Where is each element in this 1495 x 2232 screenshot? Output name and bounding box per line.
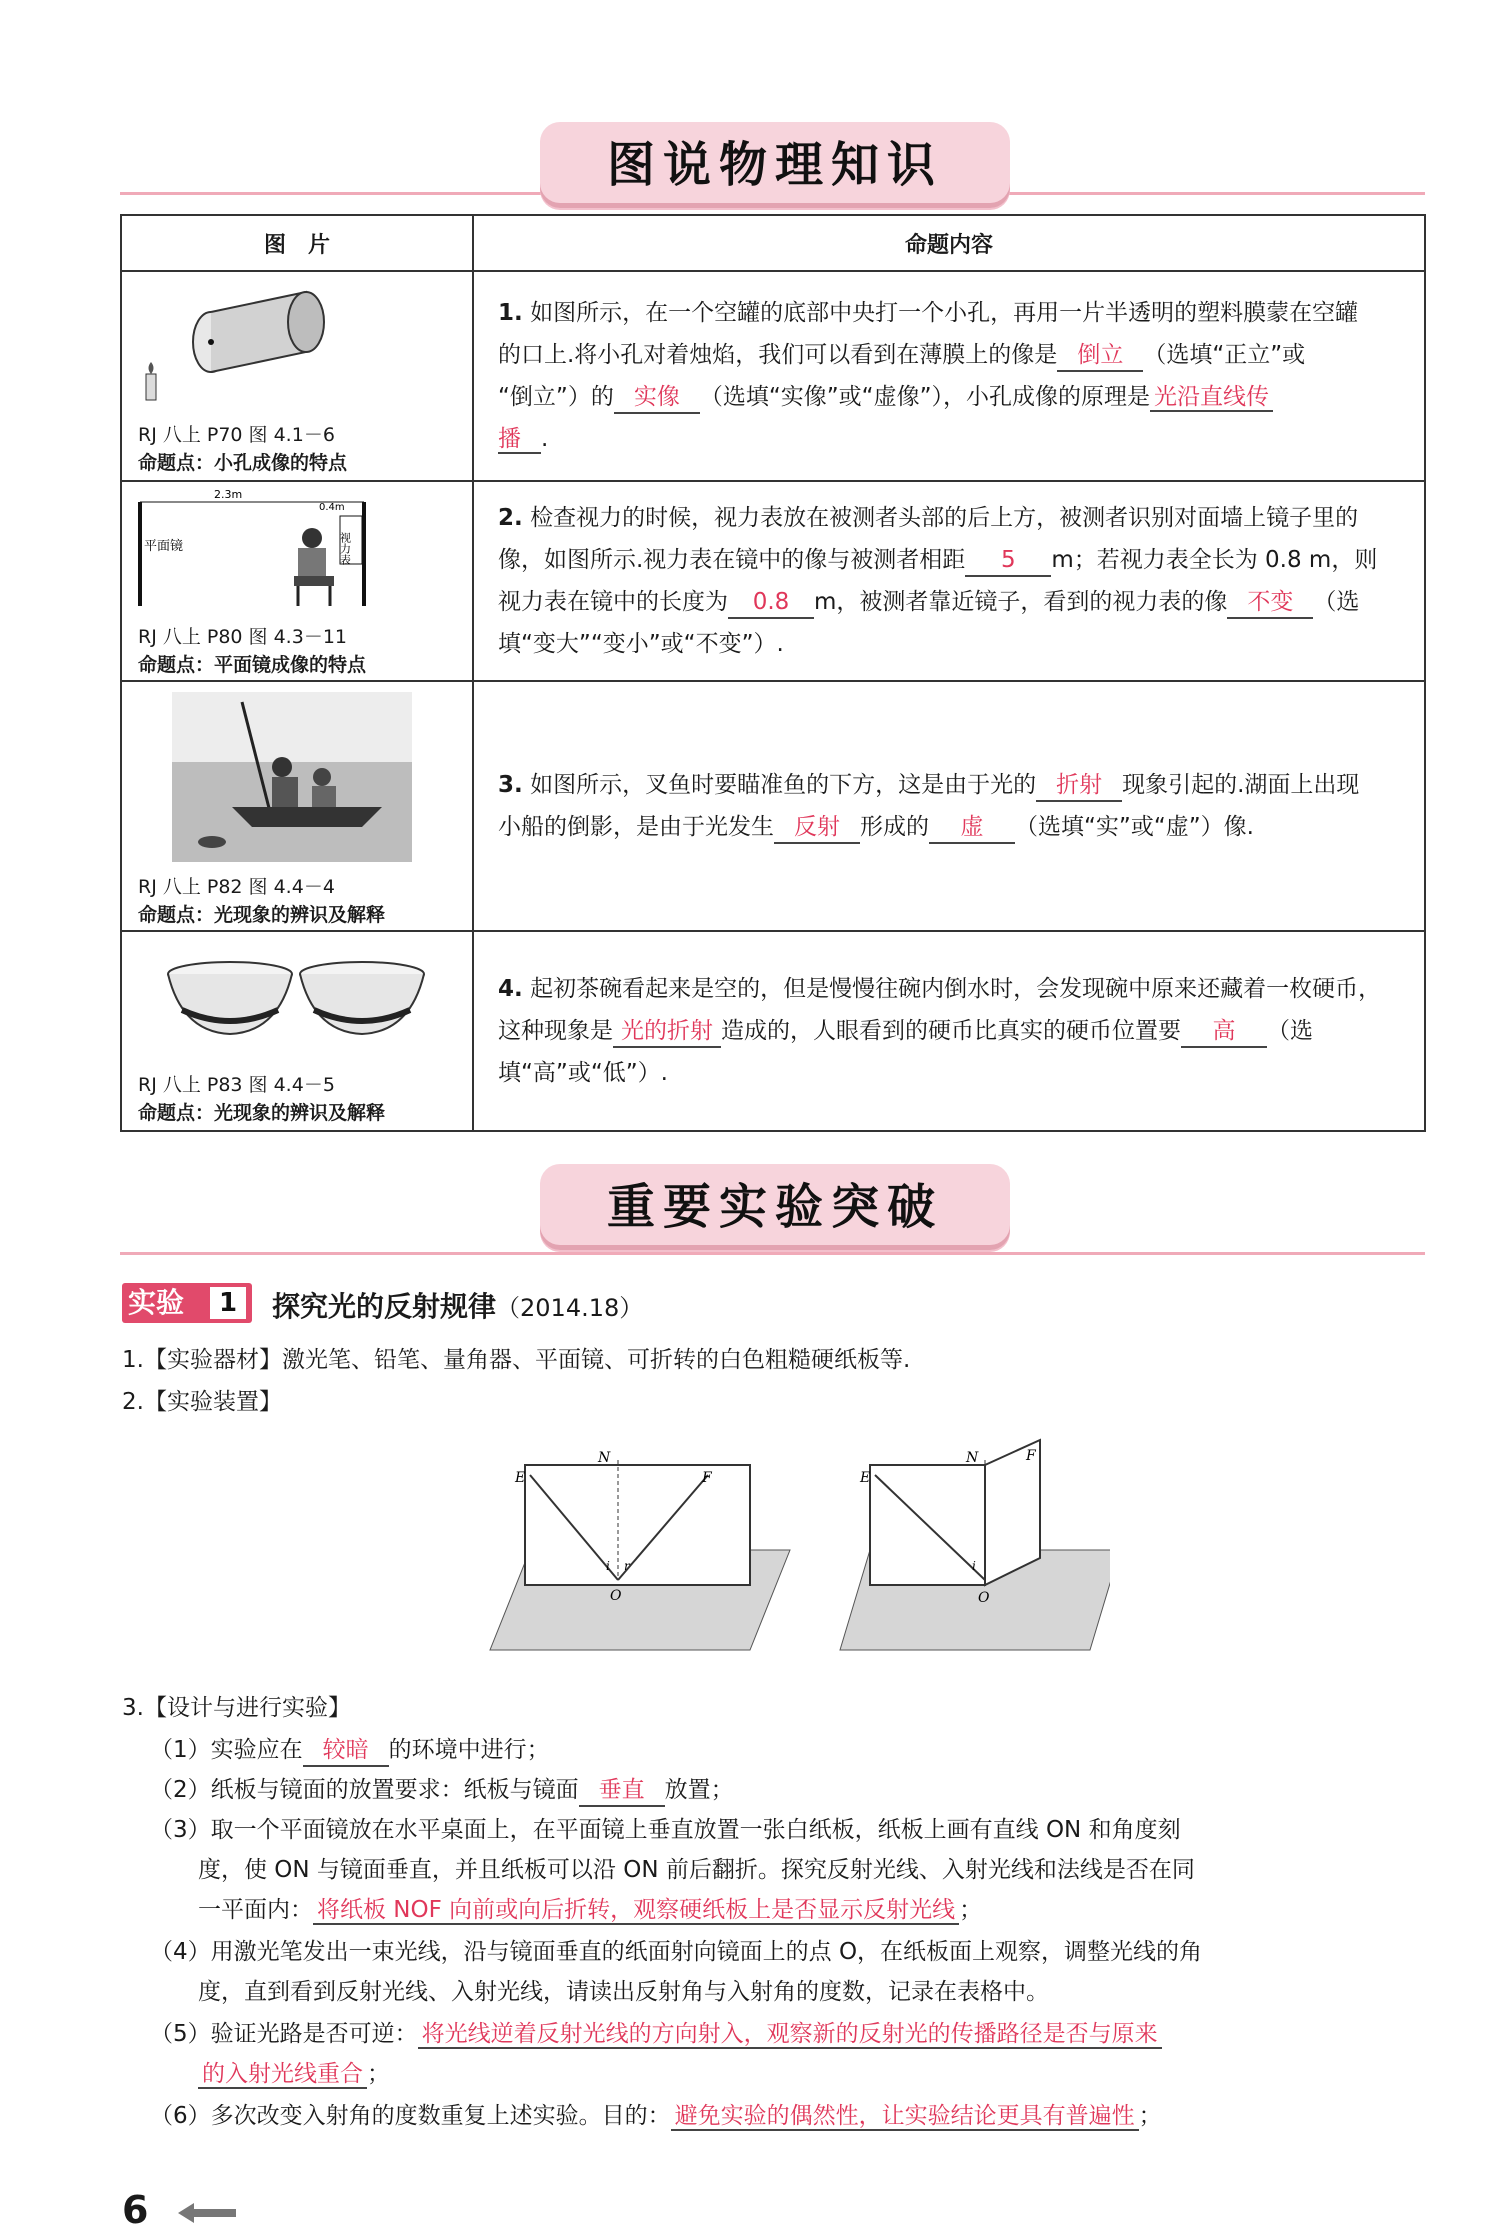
answer-blank: 实像	[614, 382, 700, 414]
experiment-tag: 实验	[122, 1283, 252, 1323]
table-row	[121, 271, 1425, 481]
answer-blank: 高	[1181, 1016, 1267, 1048]
step-5-line-1: （5）验证光路是否可逆： 将光线逆着反射光线的方向射入，观察新的反射光的传播路径是否与原来	[150, 2014, 1162, 2054]
answer-blank: 折射	[1036, 770, 1122, 802]
eye-test-figure	[134, 488, 464, 616]
back-arrow-icon	[178, 2201, 238, 2225]
col-header-content: 命题内容	[473, 215, 1425, 271]
distance-label: 2.3m	[214, 488, 243, 501]
page-number: 6	[122, 2188, 238, 2232]
section-title: 图说物理知识	[606, 137, 943, 193]
answer-blank: 倒立	[1057, 340, 1143, 372]
distance-label: 0.4m	[319, 502, 345, 513]
section-title-banner	[540, 122, 1010, 208]
answer-blank: 0.8	[728, 587, 814, 619]
mirror-label: 平面镜	[144, 539, 184, 554]
apparatus-figure	[470, 1420, 1110, 1670]
section-title-banner	[540, 1164, 1010, 1250]
experiment-title: 探究光的反射规律（2014.18）	[272, 1290, 644, 1323]
answer-blank: 避免实验的偶然性，让实验结论更具有普遍性	[671, 2103, 1139, 2131]
section-title: 重要实验突破	[606, 1179, 943, 1235]
answer-blank: 的入射光线重合	[198, 2061, 367, 2089]
step-4-line-2: 度，直到看到反射光线、入射光线，请读出反射角与入射角的度数，记录在表格中。	[198, 1979, 1049, 2005]
step-2: （2）纸板与镜面的放置要求：纸板与镜面 垂直 放置；	[150, 1770, 734, 1810]
answer-blank: 播	[498, 426, 541, 454]
answer-blank: 反射	[774, 812, 860, 844]
figure-point: 命题点：平面镜成像的特点	[138, 654, 367, 676]
question-2: 2. 检查视力的时候，视力表放在被测者头部的后上方，被测者识别对面墙上镜子里的 像，如图所示.视力表在镜中的像与被测者相距 5 m；若视力表全长为 0.8 m，则 视力表在镜中的长度为 0.8 m，被测者靠近镜子，看到的视力表的像 不变 （选 填“变大”“变小”或“不变”）.	[473, 481, 1425, 681]
tea-bowls-figure	[162, 952, 432, 1052]
label-f: F	[702, 1470, 712, 1486]
figure-point: 命题点：光现象的辨识及解释	[138, 1102, 386, 1124]
answer-blank: 光沿直线传	[1150, 384, 1273, 412]
question-3: 3. 如图所示，叉鱼时要瞄准鱼的下方，这是由于光的 折射 现象引起的.湖面上出现 小船的倒影，是由于光发生 反射 形成的 虚 （选填“实”或“虚”）像.	[473, 681, 1425, 931]
label-e: E	[860, 1470, 871, 1486]
table-row	[121, 931, 1425, 1131]
figure-point: 命题点：光现象的辨识及解释	[138, 904, 386, 926]
step-3-line-3: 一平面内： 将纸板 NOF 向前或向后折转，观察硬纸板上是否显示反射光线 ；	[198, 1897, 983, 1923]
step-6: （6）多次改变入射角的度数重复上述实验。目的： 避免实验的偶然性，让实验结论更具有普遍性 ；	[150, 2103, 1162, 2129]
label-f: F	[1026, 1448, 1036, 1464]
chart-label: 视力表	[338, 532, 352, 565]
answer-blank: 不变	[1227, 587, 1313, 619]
figure-cell	[121, 271, 473, 481]
table-row	[121, 481, 1425, 681]
label-n: N	[966, 1450, 979, 1466]
table-row	[121, 681, 1425, 931]
label-i: i	[606, 1559, 610, 1573]
step-3-line-1: （3）取一个平面镜放在水平桌面上，在平面镜上垂直放置一张白纸板，纸板上画有直线 ON 和角度刻	[150, 1817, 1181, 1843]
answer-blank: 将纸板 NOF 向前或向后折转，观察硬纸板上是否显示反射光线	[313, 1897, 959, 1925]
step-5-line-2: 的入射光线重合 ；	[198, 2054, 390, 2094]
experiment-number: 1	[210, 1287, 246, 1319]
label-r: r	[624, 1559, 630, 1573]
answer-blank: 虚	[929, 812, 1015, 844]
procedure-heading: 3.【设计与进行实验】	[122, 1695, 351, 1721]
answer-blank: 垂直	[579, 1775, 665, 1807]
figure-point: 命题点：小孔成像的特点	[138, 452, 348, 474]
label-n: N	[598, 1450, 611, 1466]
label-e: E	[515, 1470, 526, 1486]
fishing-boat-figure	[172, 692, 412, 862]
step-1: （1）实验应在 较暗 的环境中进行；	[150, 1730, 550, 1770]
label-o: O	[978, 1590, 990, 1606]
col-header-image: 图 片	[121, 215, 473, 271]
can-candle-figure	[136, 282, 436, 402]
figure-ref: RJ 八上 P70 图 4.1－6	[138, 424, 335, 446]
figure-ref: RJ 八上 P83 图 4.4－5	[138, 1074, 335, 1096]
knowledge-table	[120, 214, 1426, 1132]
step-4-line-1: （4）用激光笔发出一束光线，沿与镜面垂直的纸面射向镜面上的点 O，在纸板面上观察，调整光线的角	[150, 1939, 1203, 1965]
figure-ref: RJ 八上 P80 图 4.3－11	[138, 626, 347, 648]
materials-line: 1.【实验器材】激光笔、铅笔、量角器、平面镜、可折转的白色粗糙硬纸板等.	[122, 1347, 911, 1373]
figure-ref: RJ 八上 P82 图 4.4－4	[138, 876, 335, 898]
label-o: O	[610, 1588, 622, 1604]
label-i: i	[972, 1559, 976, 1573]
answer-blank: 光的折射	[613, 1016, 721, 1048]
figure-cell	[121, 681, 473, 931]
answer-blank: 较暗	[303, 1735, 389, 1767]
answer-blank: 将光线逆着反射光线的方向射入，观察新的反射光的传播路径是否与原来	[418, 2021, 1162, 2049]
figure-cell	[121, 931, 473, 1131]
figure-cell	[121, 481, 473, 681]
question-4: 4. 起初茶碗看起来是空的，但是慢慢往碗内倒水时，会发现碗中原来还藏着一枚硬币， 这种现象是 光的折射 造成的，人眼看到的硬币比真实的硬币位置要 高 （选 填“高”或“低”）.	[473, 931, 1425, 1131]
step-3-line-2: 度，使 ON 与镜面垂直，并且纸板可以沿 ON 前后翻折。探究反射光线、入射光线和法线是否在同	[198, 1857, 1195, 1883]
answer-blank: 5	[965, 545, 1051, 577]
question-1: 1. 如图所示，在一个空罐的底部中央打一个小孔，再用一片半透明的塑料膜蒙在空罐 的口上.将小孔对着烛焰，我们可以看到在薄膜上的像是 倒立 （选填“正立”或 “倒立”）的 实像 （选填“实像”或“虚像”），小孔成像的原理是 光沿直线传 播 .	[473, 271, 1425, 481]
setup-heading: 2.【实验装置】	[122, 1389, 282, 1415]
